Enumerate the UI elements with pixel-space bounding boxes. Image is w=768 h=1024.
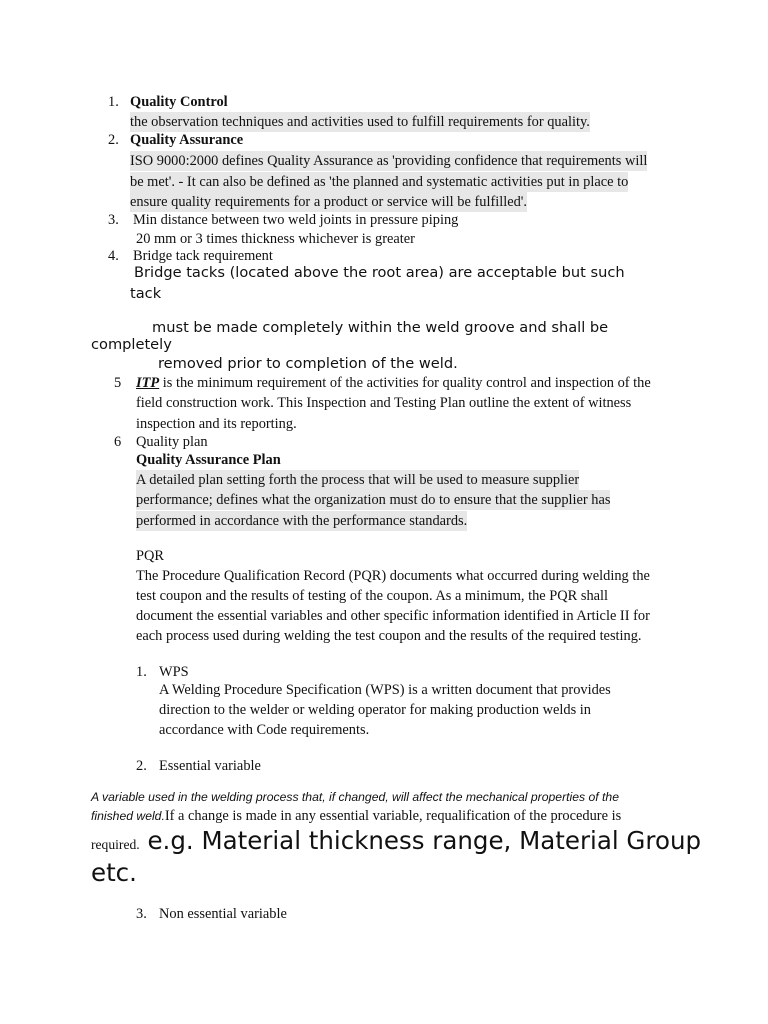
- item-2-text-line-2: be met'. - It can also be defined as 'the planned and systematic activities put in place to: [130, 174, 629, 190]
- pqr-text-line-2: test coupon and the results of testing of the coupon. As a minimum, the PQR shall: [136, 588, 609, 604]
- essential-example-line-2: etc.: [91, 858, 137, 887]
- itp-abbreviation: ITP: [136, 375, 160, 391]
- sub-1-text-line-2: direction to the welder or welding operator for making production welds in: [159, 702, 592, 718]
- sub-3-number: 3.: [136, 906, 147, 922]
- item-2-text-line-3: ensure quality requirements for a product or service will be fulfilled'.: [130, 194, 528, 210]
- essential-example-line-1: e.g. Material thickness range, Material Group: [139, 826, 702, 855]
- item-6-text-line-1: A detailed plan setting forth the process that will be used to measure supplier: [136, 472, 580, 488]
- sub-2-number: 2.: [136, 758, 147, 774]
- item-6-subtitle: Quality Assurance Plan: [136, 452, 281, 468]
- item-4-text-line-2: tack: [130, 285, 162, 302]
- sub-1-text-line-1: A Welding Procedure Specification (WPS) is a written document that provides: [159, 682, 611, 698]
- essential-line-3: [91, 826, 701, 856]
- item-1-number: 1.: [108, 94, 119, 110]
- item-2-title: Quality Assurance: [130, 132, 244, 148]
- item-3-title: Min distance between two weld joints in pressure piping: [133, 212, 459, 228]
- essential-text-line-2: If a change is made in any essential variable, requalification of the procedure is: [164, 808, 622, 824]
- pqr-text-line-4: each process used during welding the test coupon and the results of the required testing.: [136, 628, 642, 644]
- sub-1-number: 1.: [136, 664, 147, 680]
- item-4-text-line-4: completely: [91, 336, 172, 353]
- item-5-text-line-3: inspection and its reporting.: [136, 416, 297, 432]
- sub-2-title: Essential variable: [159, 758, 261, 774]
- essential-italic-line-2: finished weld.: [91, 809, 165, 823]
- sub-3-title: Non essential variable: [159, 906, 287, 922]
- item-4-text-line-3: must be made completely within the weld groove and shall be: [152, 319, 609, 336]
- essential-required: required.: [91, 837, 140, 852]
- item-1-title: Quality Control: [130, 94, 228, 110]
- pqr-text-line-1: The Procedure Qualification Record (PQR) documents what occurred during welding the: [136, 568, 650, 584]
- sub-1-text-line-3: accordance with Code requirements.: [159, 722, 370, 738]
- item-6-text-line-2: performance; defines what the organization must do to ensure that the supplier has: [136, 492, 611, 508]
- item-4-text-line-1: Bridge tacks (located above the root area) are acceptable but such: [134, 264, 625, 281]
- item-5-text-line-2: field construction work. This Inspection and Testing Plan outline the extent of witness: [136, 395, 632, 411]
- item-2-number: 2.: [108, 132, 119, 148]
- item-4-number: 4.: [108, 248, 119, 264]
- item-4-title: Bridge tack requirement: [133, 248, 273, 264]
- pqr-title: PQR: [136, 548, 164, 564]
- pqr-text-line-3: document the essential variables and other specific information identified in Article II for: [136, 608, 650, 624]
- item-2-text-line-1: ISO 9000:2000 defines Quality Assurance as 'providing confidence that requirements will: [130, 153, 648, 169]
- item-6-number: 6: [114, 434, 122, 450]
- item-6-title: Quality plan: [136, 434, 208, 450]
- item-5-line-1: [136, 373, 651, 393]
- item-1-text: the observation techniques and activities used to fulfill requirements for quality.: [130, 114, 590, 130]
- item-3-text: 20 mm or 3 times thickness whichever is greater: [136, 231, 415, 247]
- sub-1-title: WPS: [159, 664, 189, 680]
- item-4-text-line-5: removed prior to completion of the weld.: [158, 355, 458, 372]
- item-3-number: 3.: [108, 212, 119, 228]
- essential-line-2: [91, 806, 621, 826]
- item-5-number: 5: [114, 375, 122, 391]
- item-6-text-line-3: performed in accordance with the performance standards.: [136, 513, 468, 529]
- essential-italic-line-1: A variable used in the welding process that, if changed, will affect the mechanical properties of the: [91, 790, 619, 804]
- item-5-text-line-1: is the minimum requirement of the activities for quality control and inspection of the: [159, 375, 651, 391]
